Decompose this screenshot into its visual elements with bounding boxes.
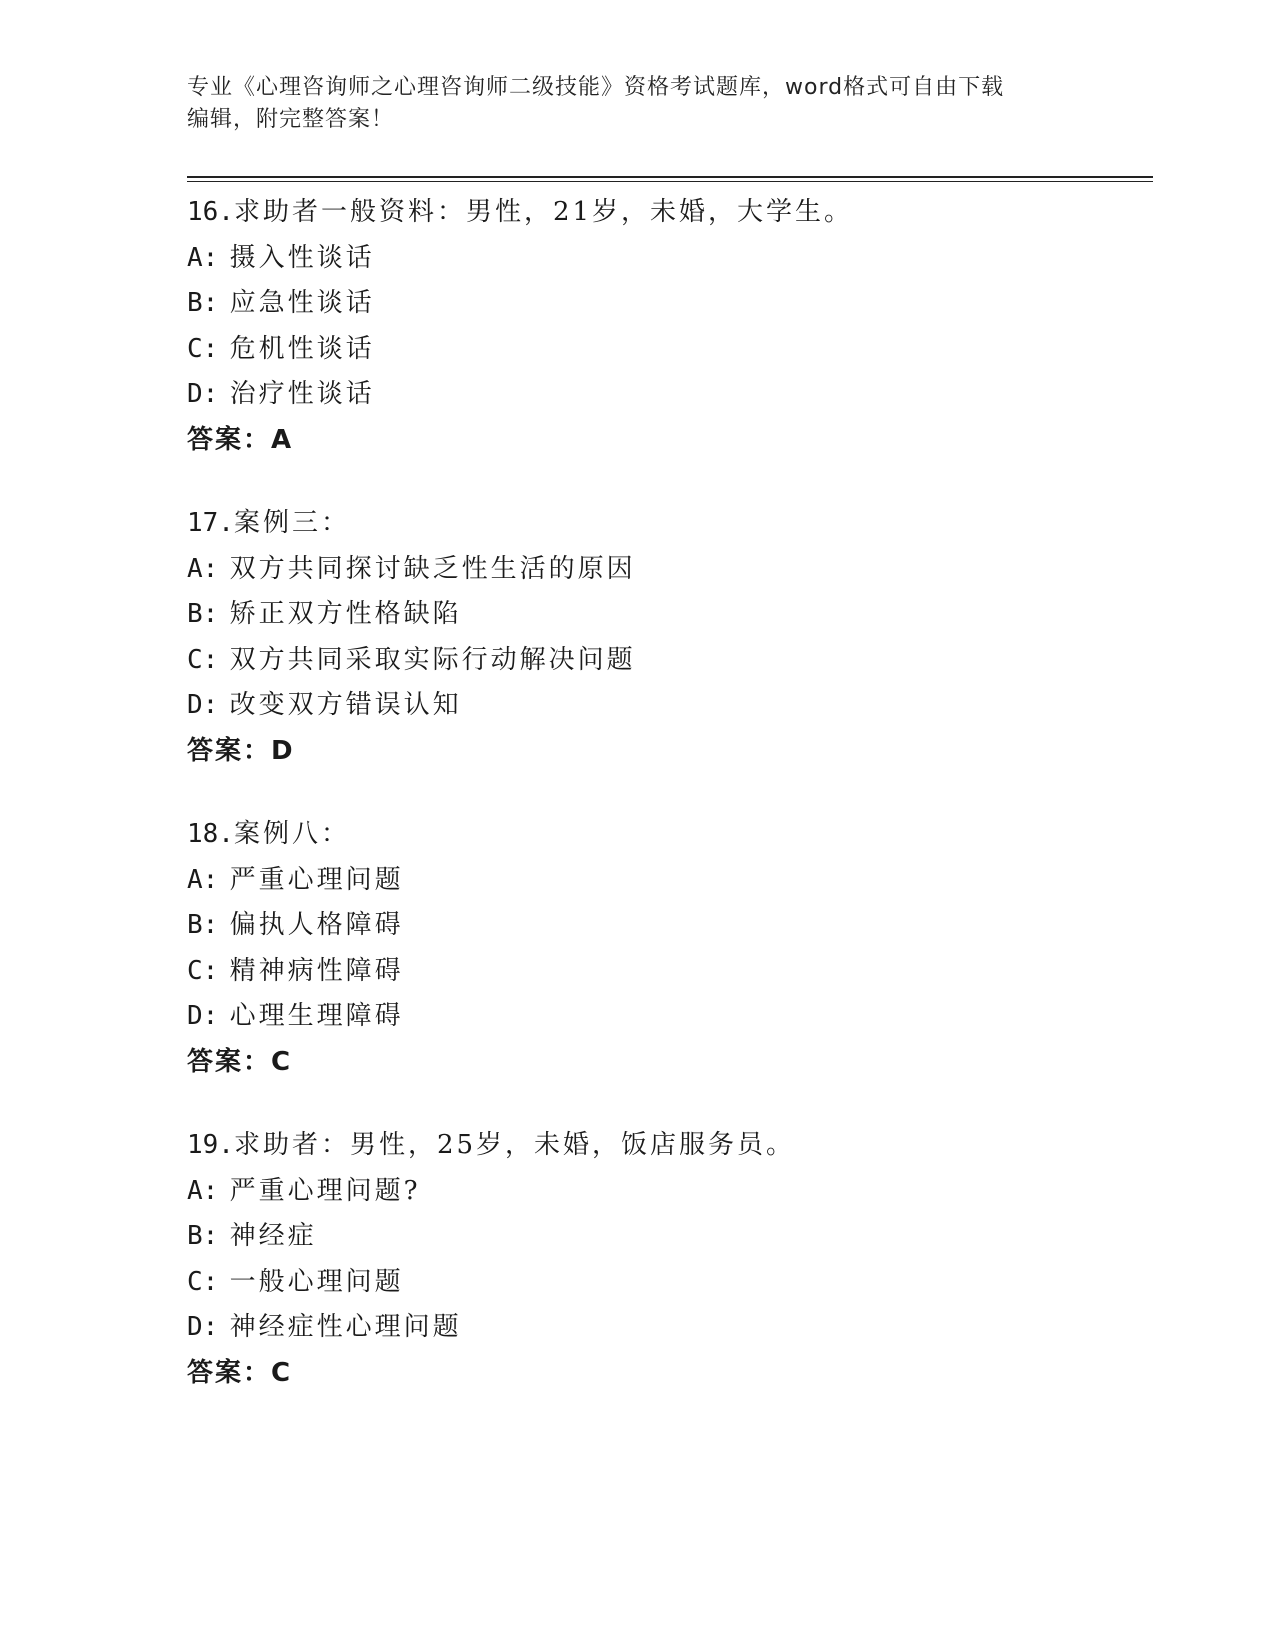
option-a <box>187 858 1147 904</box>
option-c <box>187 949 1147 995</box>
header-line-2: 编辑，附完整答案！ <box>187 107 395 132</box>
option-a <box>187 547 1147 593</box>
question-19 <box>187 1123 1147 1396</box>
question-text: 案例八： <box>233 819 350 849</box>
question-text: 求助者一般资料：男性，21岁，未婚，大学生。 <box>233 197 854 227</box>
option-letter: A: <box>187 864 219 895</box>
question-list <box>187 190 1147 1434</box>
option-d <box>187 372 1147 418</box>
question-18 <box>187 812 1147 1085</box>
question-text: 案例三： <box>233 508 350 538</box>
option-b <box>187 281 1147 327</box>
option-d <box>187 683 1147 729</box>
option-a <box>187 236 1147 282</box>
option-letter: D: <box>187 1001 219 1031</box>
header-rule-thick <box>187 176 1153 178</box>
option-text: 治疗性谈话 <box>229 379 375 409</box>
document-header <box>187 72 1067 136</box>
question-number: 16. <box>187 197 234 227</box>
question-text: 求助者：男性，25岁，未婚，饭店服务员。 <box>233 1130 796 1160</box>
option-b <box>187 1214 1147 1260</box>
option-letter: D: <box>187 1312 219 1342</box>
question-stem <box>187 812 1147 858</box>
answer-line: 答案：C <box>187 1357 293 1388</box>
option-text: 改变双方错误认知 <box>229 690 462 720</box>
answer-line: 答案：A <box>187 424 294 455</box>
option-c <box>187 327 1147 373</box>
option-b <box>187 903 1147 949</box>
question-number: 18. <box>187 819 234 849</box>
option-letter: A: <box>187 242 219 273</box>
option-text: 严重心理问题? <box>229 1175 421 1206</box>
question-stem <box>187 1123 1147 1169</box>
option-letter: B: <box>187 1221 219 1251</box>
option-text: 摄入性谈话 <box>229 242 375 273</box>
option-text: 偏执人格障碍 <box>229 910 404 940</box>
question-number: 19. <box>187 1130 234 1160</box>
option-text: 严重心理问题 <box>229 864 404 895</box>
option-letter: C: <box>187 1266 219 1297</box>
question-number: 17. <box>187 508 234 538</box>
option-letter: B: <box>187 288 219 318</box>
question-stem <box>187 190 1147 236</box>
question-17 <box>187 501 1147 774</box>
option-letter: C: <box>187 955 219 986</box>
header-rule-thin <box>187 181 1153 182</box>
option-c <box>187 1260 1147 1306</box>
question-16 <box>187 190 1147 463</box>
header-line-1: 专业《心理咨询师之心理咨询师二级技能》资格考试题库，word格式可自由下载 <box>187 75 1005 100</box>
answer-line: 答案：C <box>187 1046 293 1077</box>
option-text: 精神病性障碍 <box>229 955 404 986</box>
option-letter: B: <box>187 910 219 940</box>
option-d <box>187 994 1147 1040</box>
option-c <box>187 638 1147 684</box>
option-letter: B: <box>187 599 219 629</box>
option-b <box>187 592 1147 638</box>
option-a <box>187 1169 1147 1215</box>
option-text: 双方共同采取实际行动解决问题 <box>229 644 636 675</box>
option-letter: A: <box>187 553 219 584</box>
option-letter: A: <box>187 1175 219 1206</box>
option-text: 双方共同探讨缺乏性生活的原因 <box>229 553 636 584</box>
answer-line: 答案：D <box>187 735 295 766</box>
option-text: 应急性谈话 <box>229 288 375 318</box>
option-letter: C: <box>187 333 219 364</box>
option-text: 神经症 <box>229 1221 317 1251</box>
option-text: 神经症性心理问题 <box>229 1312 462 1342</box>
option-text: 矫正双方性格缺陷 <box>229 599 462 629</box>
option-text: 一般心理问题 <box>229 1266 404 1297</box>
option-letter: D: <box>187 690 219 720</box>
option-text: 危机性谈话 <box>229 333 375 364</box>
option-letter: D: <box>187 379 219 409</box>
option-d <box>187 1305 1147 1351</box>
option-letter: C: <box>187 644 219 675</box>
question-stem <box>187 501 1147 547</box>
option-text: 心理生理障碍 <box>229 1001 404 1031</box>
